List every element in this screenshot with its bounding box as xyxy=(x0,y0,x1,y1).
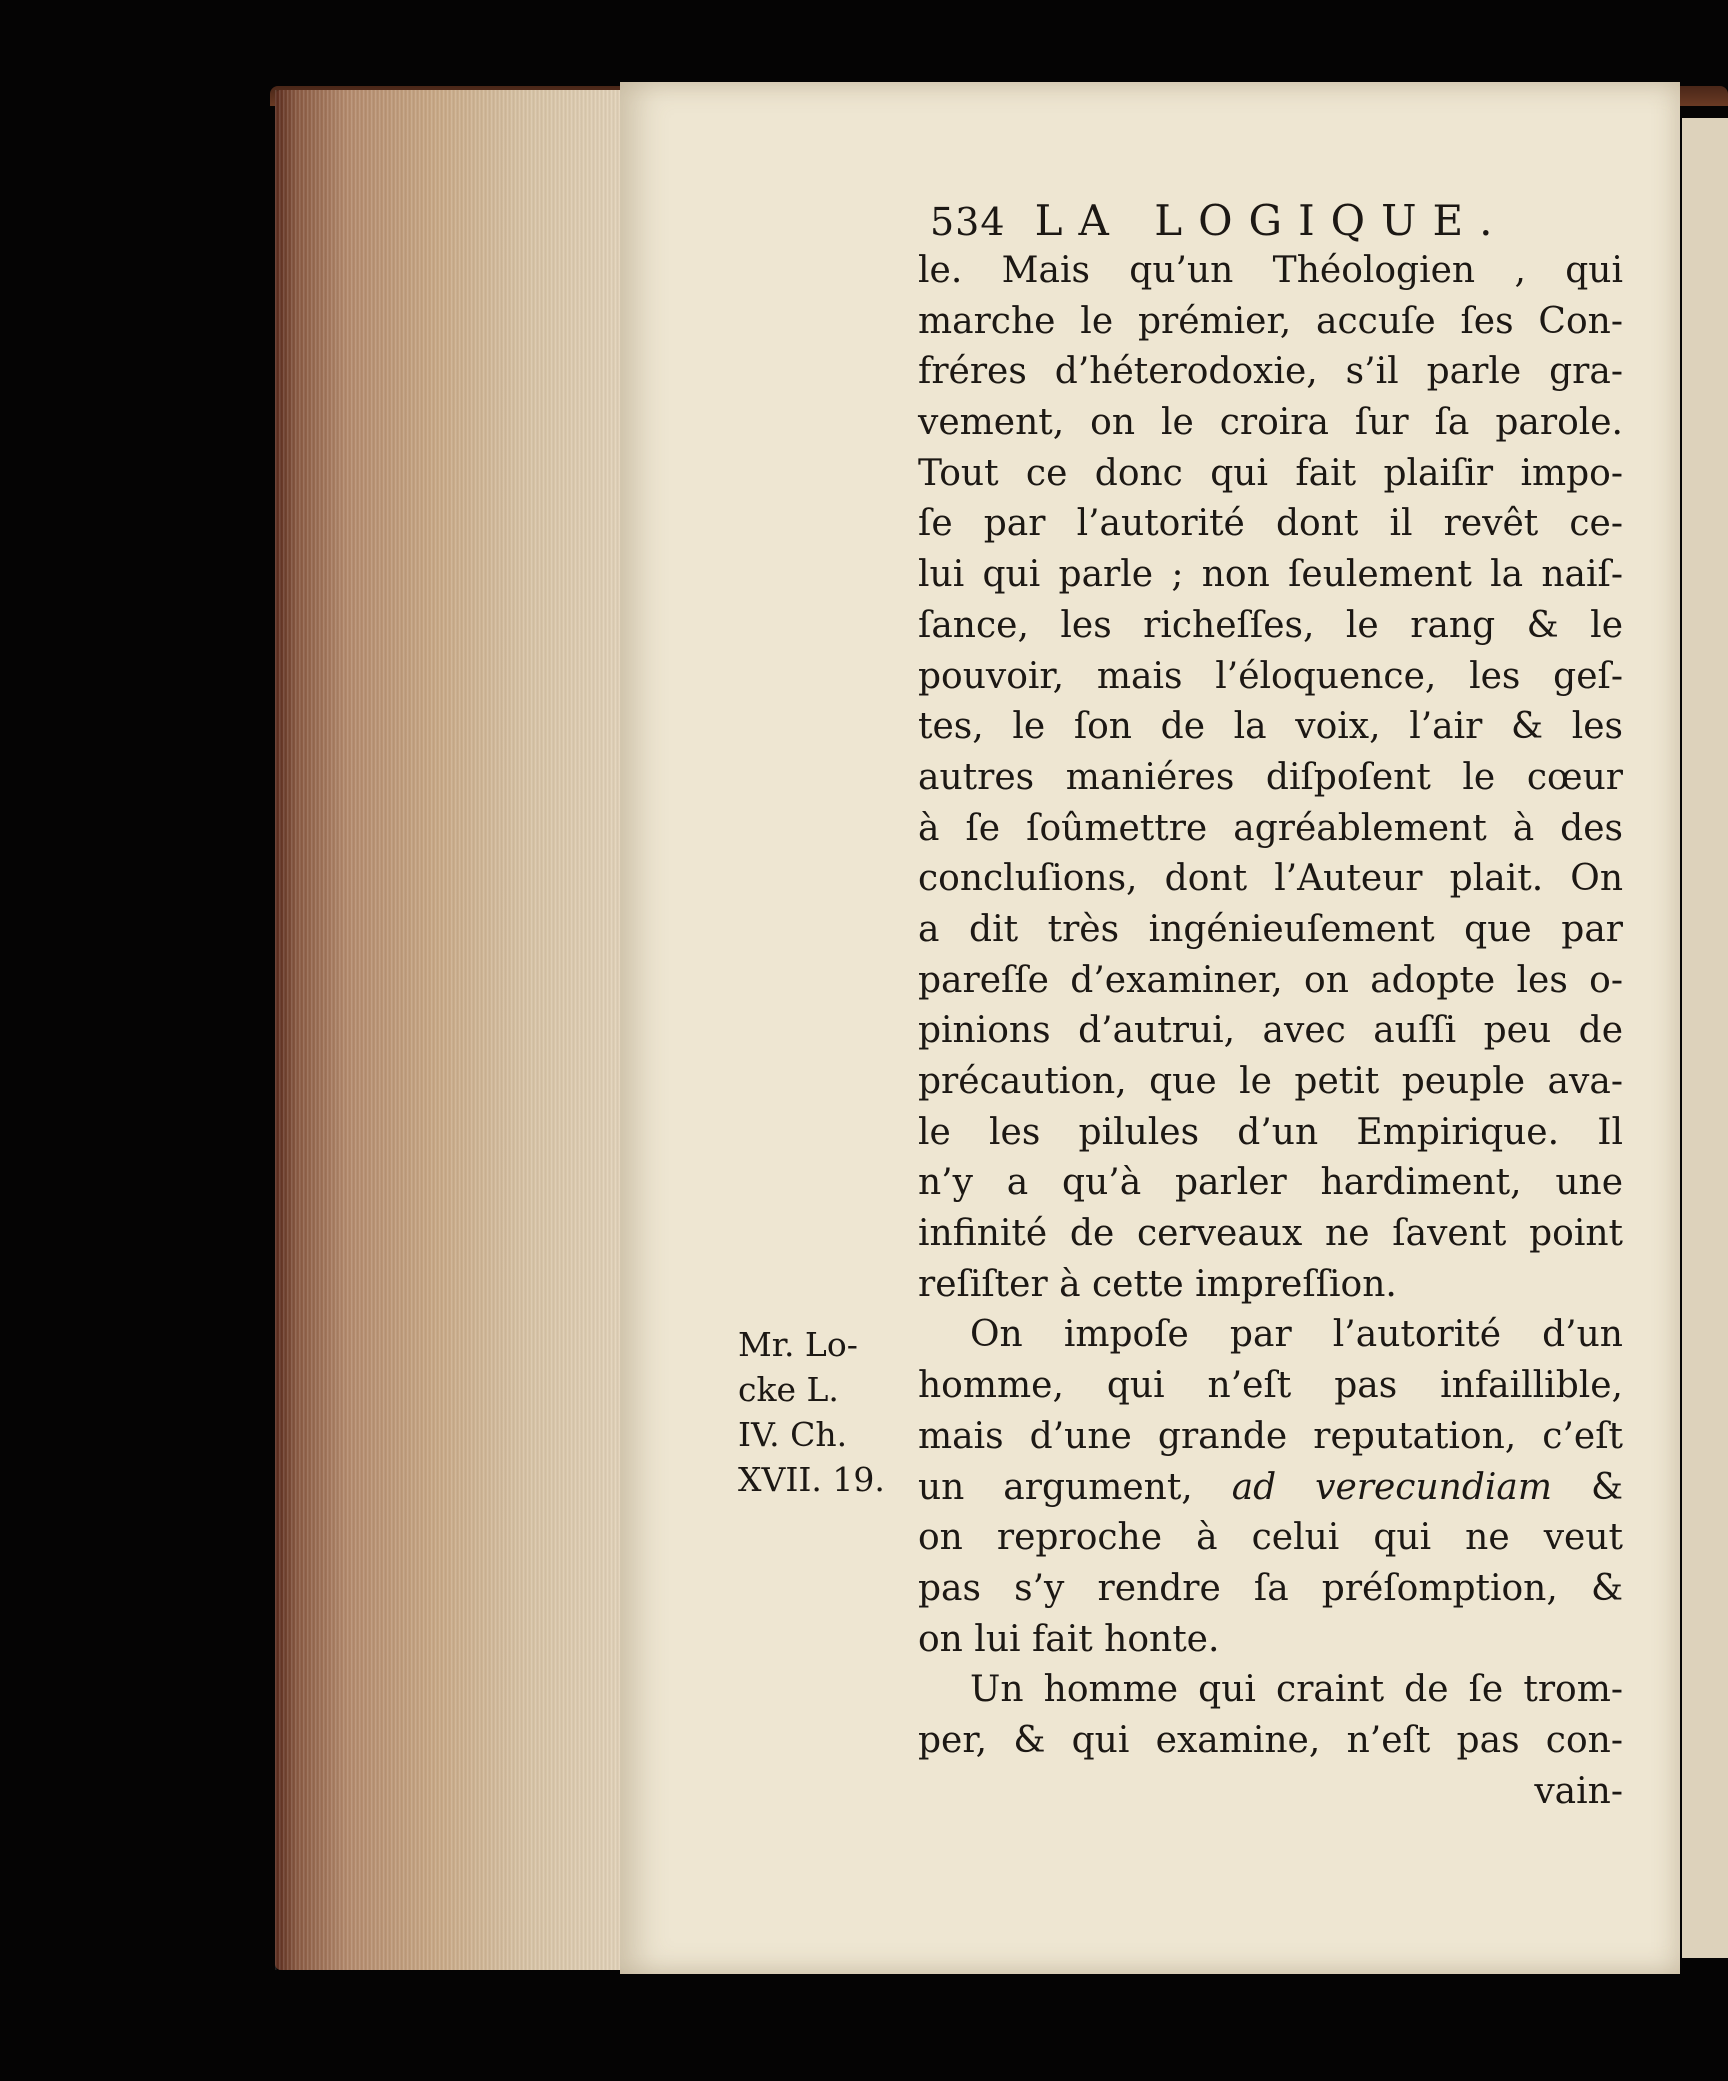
text-line: pouvoir, mais l’éloquence, les geſ- xyxy=(918,655,1623,697)
text-line: reſiſter à cette impreſſion. xyxy=(918,1263,1397,1305)
page-number: 534 xyxy=(930,200,1006,244)
text-line: Un homme qui craint de ſe trom- xyxy=(970,1669,1623,1711)
text-line-with-italic xyxy=(918,1463,1623,1514)
margin-note-line: IV. Ch. xyxy=(738,1415,848,1454)
text-line: a dit très ingénieuſement que par xyxy=(918,908,1623,950)
text-line: On impoſe par l’autorité d’un xyxy=(970,1314,1623,1356)
text-line: infinité de cerveaux ne ſavent point xyxy=(918,1213,1623,1255)
text-line: lui qui parle ; non ſeulement la naiſ- xyxy=(918,554,1623,596)
text-line: fréres d’héterodoxie, s’il parle gra- xyxy=(918,351,1623,393)
text-line: on lui fait honte. xyxy=(918,1618,1220,1660)
catchword: vain- xyxy=(1534,1770,1623,1812)
text-line: on reproche à celui qui ne veut xyxy=(918,1517,1623,1559)
margin-note xyxy=(738,1322,908,1502)
text-line: Tout ce donc qui fait plaiſir impo- xyxy=(918,452,1623,494)
book-page-edges xyxy=(275,90,635,1970)
text-line: marche le prémier, accuſe ſes Con- xyxy=(918,300,1623,342)
text-line: ſance, les richeſſes, le rang & le xyxy=(918,604,1623,646)
body-text xyxy=(918,246,1623,1817)
text-line: précaution, que le petit peuple ava- xyxy=(918,1061,1623,1102)
text-segment: un argument, xyxy=(918,1466,1232,1508)
text-line: pas s’y rendre ſa préſomption, & xyxy=(918,1567,1623,1609)
text-line: n’y a qu’à parler hardiment, une xyxy=(918,1162,1623,1204)
text-line: vement, on le croira ſur ſa parole. xyxy=(918,402,1623,444)
text-line: le les pilules d’un Empirique. Il xyxy=(918,1111,1623,1153)
text-segment: & xyxy=(1552,1466,1623,1508)
text-line: à ſe ſoûmettre agréablement à des xyxy=(918,807,1623,849)
text-line: concluſions, dont l’Auteur plait. On xyxy=(918,858,1623,900)
text-line: tes, le ſon de la voix, l’air & les xyxy=(918,706,1623,748)
margin-note-line: XVII. 19. xyxy=(738,1460,885,1499)
text-line: autres maniéres diſpoſent le cœur xyxy=(918,756,1623,798)
text-line: pareſſe d’examiner, on adopte les o- xyxy=(918,959,1623,1001)
margin-note-line: Mr. Lo- xyxy=(738,1325,858,1364)
text-line: mais d’une grande reputation, c’eſt xyxy=(918,1415,1623,1457)
running-title: LA LOGIQUE. xyxy=(1034,196,1509,245)
italic-phrase: ad verecundiam xyxy=(1231,1466,1552,1508)
text-line: pinions d’autrui, avec auſſi peu de xyxy=(918,1010,1623,1052)
text-line: per, & qui examine, n’eſt pas con- xyxy=(918,1719,1623,1761)
page-header xyxy=(930,196,1509,248)
facing-page-edge xyxy=(1682,118,1728,1958)
text-line: homme, qui n’eſt pas infaillible, xyxy=(918,1365,1623,1407)
margin-note-line: cke L. xyxy=(738,1370,839,1409)
text-line: le. Mais qu’un Théologien , qui xyxy=(918,250,1623,291)
text-line: ſe par l’autorité dont il revêt ce- xyxy=(918,503,1623,545)
